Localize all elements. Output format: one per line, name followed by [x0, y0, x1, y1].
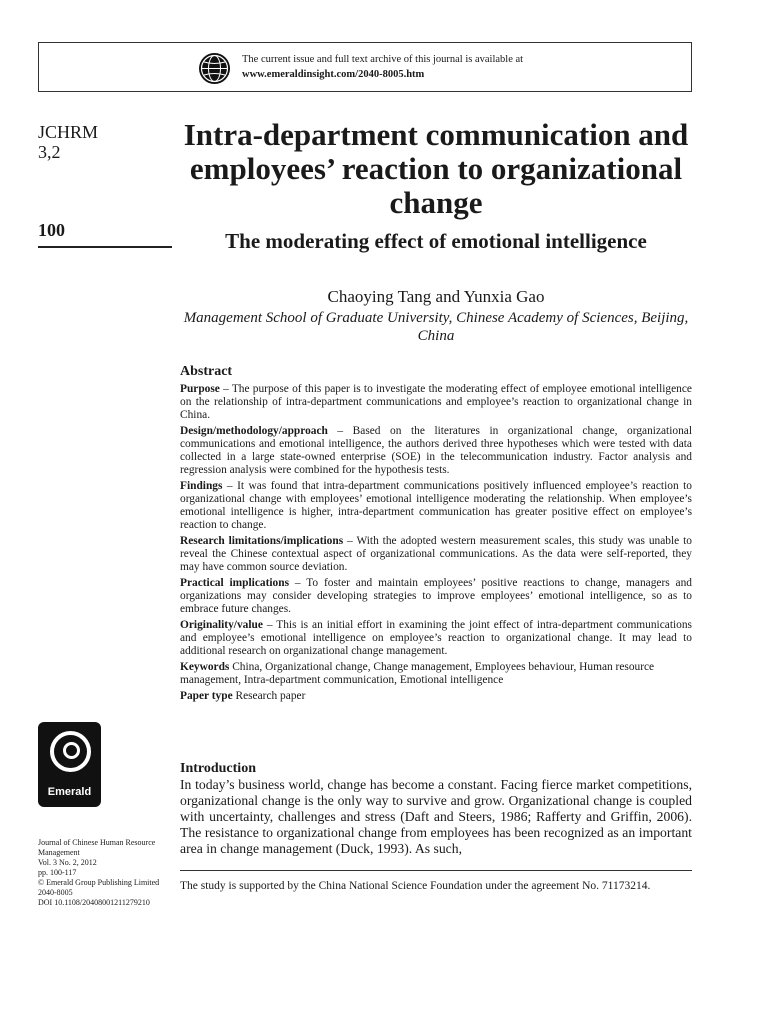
- journal-url-link[interactable]: www.emeraldinsight.com/2040-8005.htm: [242, 69, 425, 80]
- abstract-findings: [180, 480, 692, 532]
- article-authors: Chaoying Tang and Yunxia Gao: [327, 287, 545, 306]
- page-number-rule: [38, 246, 172, 248]
- section-label: Design/methodology/approach: [180, 425, 328, 437]
- emerald-logo-icon: [38, 722, 101, 807]
- section-text: – Based on the literatures in organizational change, organizational communications and emotional intelligence, the authors derived three hypotheses which were tested with data collected in a large state-owned enterprise (SOE) in the telecommunication industry. Factor analysis and regression analysis were combined for the hypothesis tests.: [180, 425, 692, 476]
- citation-doi: DOI 10.1108/20408001211279210: [38, 898, 150, 907]
- paper-type-text: Research paper: [232, 690, 306, 702]
- logo-mark-inner: [63, 742, 80, 759]
- section-text: – This is an initial effort in examining the joint effect of intra-department communications and employee’s emotional intelligence on employee’s reaction to organizational change. It may lead to additional research on organizational change management.: [180, 619, 692, 657]
- journal-abbreviation: JCHRM: [38, 122, 99, 142]
- keywords-text: China, Organizational change, Change management, Employees behaviour, Human resource management, Intra-department communication, Emotional intelligence: [180, 661, 655, 686]
- section-label: Research limitations/implications: [180, 535, 344, 547]
- footnote-rule: [180, 870, 692, 871]
- logo-mark: [50, 731, 91, 772]
- section-label: Findings: [180, 480, 223, 492]
- article-title: Intra-department communication and employees’ reaction to organizational change: [183, 117, 689, 220]
- abstract-purpose: [180, 383, 692, 422]
- abstract-keywords: [180, 661, 692, 687]
- citation-issn: 2040-8005: [38, 888, 73, 897]
- abstract-paper-type: [180, 690, 692, 703]
- citation-volume: Vol. 3 No. 2, 2012: [38, 858, 97, 867]
- section-label: Originality/value: [180, 619, 263, 631]
- citation-block: [38, 838, 178, 908]
- abstract-design: [180, 425, 692, 477]
- abstract-practical: [180, 577, 692, 616]
- banner-text: [242, 52, 523, 82]
- page-number: 100: [38, 220, 65, 240]
- citation-publisher: © Emerald Group Publishing Limited: [38, 878, 160, 887]
- abstract-originality: [180, 619, 692, 658]
- abstract-limitations: [180, 535, 692, 574]
- introduction-section: [180, 760, 692, 857]
- journal-archive-banner: [38, 42, 692, 92]
- journal-code: [38, 122, 98, 162]
- banner-line: The current issue and full text archive of this journal is available at: [242, 54, 524, 65]
- introduction-text: In today’s business world, change has become a constant. Facing fierce market competitions, organizational change is the only way to survive and grow. Organizational change is coupled with uncertainty, challenges and stress (Daft and Steers, 1986; Rafferty and Griffin, 2006). The resistance to organizational change from employees has been recognized as an important area in change management (Duck, 1993). As such,: [180, 777, 692, 856]
- section-text: – With the adopted western measurement scales, this study was unable to reveal the Chinese contextual aspect of organizational communications. As the data were self-reported, they may have common source deviation.: [180, 535, 692, 573]
- introduction-heading: Introduction: [180, 761, 256, 776]
- author-affiliation: Management School of Graduate University, Chinese Academy of Sciences, Beijing, China: [183, 310, 689, 344]
- section-text: – The purpose of this paper is to investigate the moderating effect of employee emotional intelligence on the relationship of intra-department communications and employee’s reaction to organizational change in China.: [180, 383, 692, 421]
- section-text: – It was found that intra-department communications positively influenced employee’s reaction to organizational change with employees’ emotional intelligence moderating the relationship. When employee’s emotional intelligence is higher, intra-department communication has greater positive effect on employee’s reaction to change.: [180, 480, 692, 531]
- keywords-label: Keywords: [180, 661, 230, 673]
- volume-issue: 3,2: [38, 142, 61, 162]
- paper-type-label: Paper type: [180, 690, 233, 702]
- section-text: – To foster and maintain employees’ positive reactions to change, managers and organizations may consider developing strategies to improve employees’ emotional intelligence, so as to embrace future changes.: [180, 577, 692, 615]
- section-label: Purpose: [180, 383, 220, 395]
- logo-text: Emerald: [47, 786, 92, 798]
- citation-pages: pp. 100-117: [38, 868, 77, 877]
- abstract-heading: Abstract: [180, 364, 233, 379]
- abstract: [180, 363, 692, 706]
- article-subtitle: The moderating effect of emotional intelligence: [225, 229, 647, 253]
- section-label: Practical implications: [180, 577, 290, 589]
- globe-icon: [199, 53, 230, 84]
- citation-journal: Journal of Chinese Human Resource Management: [38, 838, 156, 857]
- footnote: The study is supported by the China National Science Foundation under the agreement No. 71173214.: [180, 880, 651, 892]
